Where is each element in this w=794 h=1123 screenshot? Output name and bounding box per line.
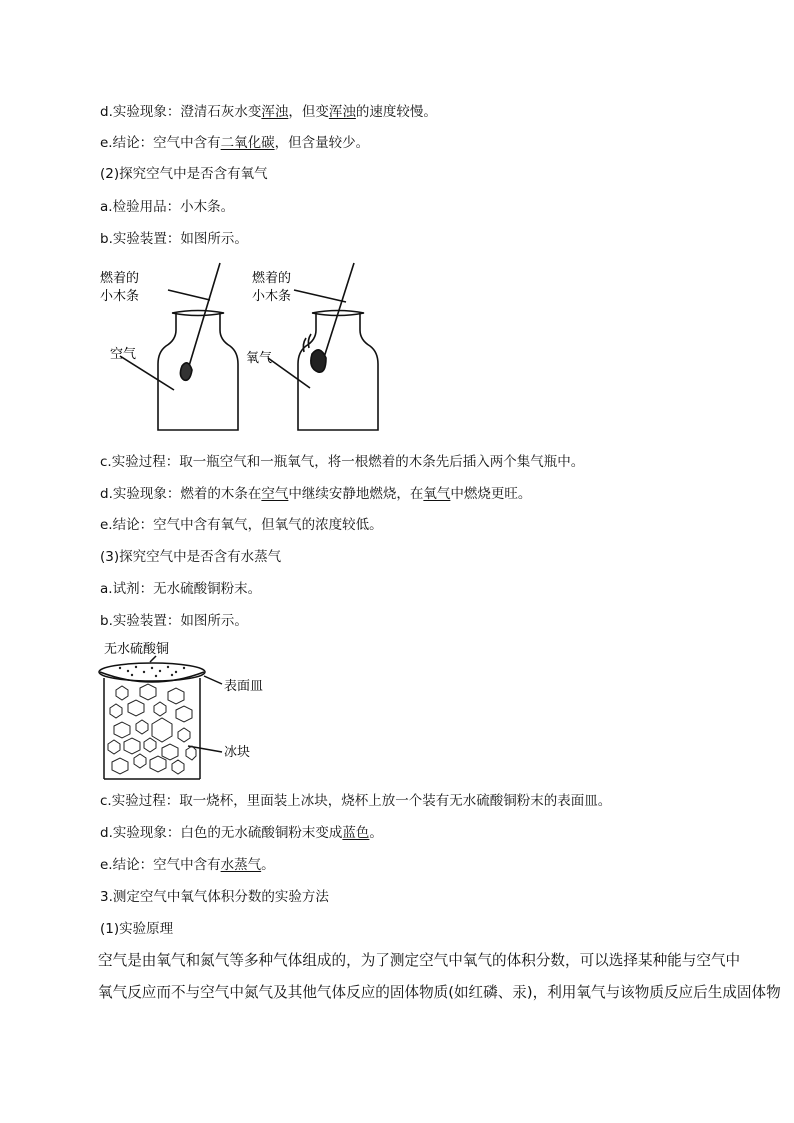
- text: 的速度较慢。: [355, 104, 437, 120]
- principle-paragraph-line-1: 空气是由氧气和氮气等多种气体组成的，为了测定空气中氧气的体积分数，可以选择某种能与空气中: [98, 952, 741, 969]
- text: e.结论：空气中含有: [100, 857, 221, 873]
- text: 中燃烧更旺。: [450, 486, 532, 502]
- observation-d-1: [100, 103, 437, 121]
- ice-cubes: [108, 684, 196, 774]
- underlined-answer: 浑浊: [328, 104, 356, 120]
- item-a-3: a.试剂：无水硫酸铜粉末。: [100, 581, 262, 597]
- text: 。: [369, 825, 383, 841]
- observation-d-2: [100, 485, 531, 503]
- principle-paragraph-line-2: 氧气反应而不与空气中氮气及其他气体反应的固体物质(如红磷、汞)，利用氧气与该物质反应后生成固体物: [98, 984, 781, 1001]
- text: d.实验现象：燃着的木条在: [100, 486, 262, 502]
- ice-label: 冰块: [224, 745, 251, 760]
- process-c-3: c.实验过程：取一烧杯，里面装上冰块，烧杯上放一个装有无水硫酸铜粉末的表面皿。: [100, 793, 612, 809]
- section-3-1-title: (1)实验原理: [100, 921, 174, 937]
- right-splint-label-1: 燃着的: [252, 271, 292, 286]
- section-2-3-title: (3)探究空气中是否含有水蒸气: [100, 549, 282, 565]
- conclusion-e-1: [100, 134, 369, 152]
- item-b-2: b.实验装置：如图所示。: [100, 231, 248, 247]
- right-splint-label-2: 小木条: [252, 289, 292, 304]
- powder-dots: [119, 666, 185, 677]
- left-splint-label-1: 燃着的: [100, 271, 140, 286]
- underlined-answer: 蓝色: [342, 825, 370, 841]
- item-b-3: b.实验装置：如图所示。: [100, 613, 248, 629]
- copper-sulfate-label: 无水硫酸铜: [104, 642, 170, 657]
- underlined-answer: 氧气: [423, 486, 451, 502]
- beaker-figure: [96, 638, 296, 786]
- section-3-title: 3.测定空气中氧气体积分数的实验方法: [100, 889, 329, 905]
- right-gas-label: 氧气: [246, 351, 273, 366]
- conclusion-e-3: [100, 856, 275, 874]
- text: d.实验现象：澄清石灰水变: [100, 104, 262, 120]
- underlined-answer: 二氧化碳: [220, 135, 275, 151]
- conclusion-e-2: e.结论：空气中含有氧气，但氧气的浓度较低。: [100, 517, 383, 533]
- underlined-answer: 浑浊: [261, 104, 289, 120]
- text: ，但含量较少。: [274, 135, 370, 151]
- underlined-answer: 水蒸气: [220, 857, 262, 873]
- underlined-answer: 空气: [261, 486, 289, 502]
- text: e.结论：空气中含有: [100, 135, 221, 151]
- text: d.实验现象：白色的无水硫酸铜粉末变成: [100, 825, 343, 841]
- left-gas-label: 空气: [110, 347, 137, 362]
- text: ，但变: [288, 104, 329, 120]
- watch-glass-label: 表面皿: [224, 679, 264, 694]
- observation-d-3: [100, 824, 383, 842]
- item-a-2: a.检验用品：小木条。: [100, 199, 235, 215]
- section-2-2-title: (2)探究空气中是否含有氧气: [100, 166, 268, 182]
- text: 中继续安静地燃烧，在: [288, 486, 424, 502]
- gas-jar-figure: [98, 258, 418, 448]
- process-c-2: c.实验过程：取一瓶空气和一瓶氧气，将一根燃着的木条先后插入两个集气瓶中。: [100, 454, 585, 470]
- text: 。: [261, 857, 275, 873]
- left-splint-label-2: 小木条: [100, 289, 140, 304]
